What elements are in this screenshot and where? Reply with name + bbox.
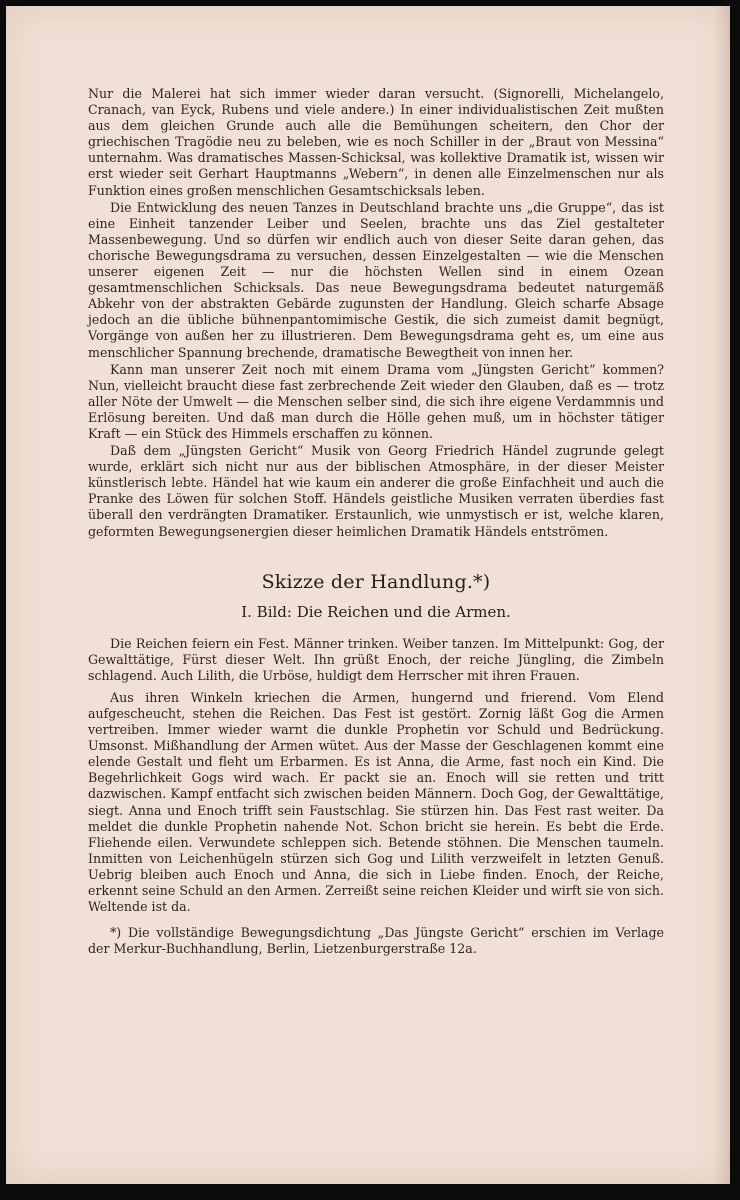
section-subheading: I. Bild: Die Reichen und die Armen. xyxy=(241,602,511,621)
page-edge-shadow xyxy=(714,6,730,1184)
footnote: *) Die vollständige Bewegungsdichtung „Das Jüngste Gericht“ erschien im Verlage der Merkur-Buchhandlung, Berlin, Lietzenburgerstraße 12a. xyxy=(88,925,664,957)
body-paragraph-2: Die Entwicklung des neuen Tanzes in Deutschland brachte uns „die Gruppe“, das ist eine Einheit tanzender Leiber und Seelen, brachte uns das Ziel gestalteter Massenbewegung. Und so dürfen wir endlich auch von dieser Seite daran gehen, das chorische Bewegungsdrama zu versuchen, dessen Einzelgestalten — wie die Menschen unserer eigenen Zeit — nur die höchsten Wellen sind in einem Ozean gesamtmenschlichen Schicksals. Das neue Bewegungsdrama bedeutet naturgemäß Abkehr von der abstrakten Gebärde zugunsten der Handlung. Gleich scharfe Absage jedoch an die übliche bühnenpantomimische Gestik, die sich zumeist damit begnügt, Vorgänge von außen her zu illustrieren. Dem Bewegungsdrama geht es, um eine aus menschlicher Spannung brechende, dramatische Bewegtheit von innen her. xyxy=(88,199,664,360)
body-paragraph-4: Daß dem „Jüngsten Gericht“ Musik von Georg Friedrich Händel zugrunde gelegt wurde, erklärt sich nicht nur aus der biblischen Atmosphäre, in der dieser Meister künstlerisch lebte. Händel hat wie kaum ein anderer die große Einfachheit und auch die Pranke des Löwen für solchen Stoff. Händels geistliche Musiken verraten überdies fast überall den verdrängten Dramatiker. Erstaunlich, wie unmystisch er ist, welche klaren, geformten Bewegungsenergien dieser heimlichen Dramatik Händels entströmen. xyxy=(88,443,664,539)
section-heading: Skizze der Handlung.*) xyxy=(261,570,491,593)
page-content xyxy=(88,86,664,957)
body-paragraph-1: Nur die Malerei hat sich immer wieder daran versucht. (Signorelli, Michelangelo, Cranach, van Eyck, Rubens und viele andere.) In einer individualistischen Zeit mußten aus dem gleichen Grunde auch alle die Bemühungen scheitern, den Chor der griechischen Tragödie neu zu beleben, wie es noch Schiller in der „Braut von Messina“ unternahm. Was dramatisches Massen-Schicksal, was kollektive Dramatik ist, wissen wir erst wieder seit Gerhart Hauptmanns „Webern“, in denen alle Einzelmenschen nur als Funktion eines großen menschlichen Gesamtschicksals leben. xyxy=(88,86,664,198)
plot-paragraph-2: Aus ihren Winkeln kriechen die Armen, hungernd und frierend. Vom Elend aufgescheucht, stehen die Reichen. Das Fest ist gestört. Zornig läßt Gog die Armen vertreiben. Immer wieder warnt die dunkle Prophetin vor Schuld und Bedrückung. Umsonst. Mißhandlung der Armen wütet. Aus der Masse der Geschlagenen kommt eine elende Gestalt und fleht um Erbarmen. Es ist Anna, die Arme, fast noch ein Kind. Die Begehrlichkeit Gogs wird wach. Er packt sie an. Enoch will sie retten und tritt dazwischen. Kampf entfacht sich zwischen beiden Männern. Doch Gog, der Gewalttätige, siegt. Anna und Enoch trifft sein Faustschlag. Sie stürzen hin. Das Fest rast weiter. Da meldet die dunkle Prophetin nahende Not. Schon bricht sie herein. Es bebt die Erde. Fliehende eilen. Verwundete schleppen sich. Betende stöhnen. Die Menschen taumeln. Inmitten von Leichenhügeln stürzen sich Gog und Lilith verzweifelt in letzten Genuß. Uebrig bleiben auch Enoch und Anna, die sich in Liebe finden. Enoch, der Reiche, erkennt seine Schuld an den Armen. Zerreißt seine reichen Kleider und wirft sie von sich. Weltende ist da. xyxy=(88,689,664,915)
plot-paragraph-1: Die Reichen feiern ein Fest. Männer trinken. Weiber tanzen. Im Mittelpunkt: Gog, der Gewalttätige, Fürst dieser Welt. Ihn grüßt Enoch, der reiche Jüngling, die Zimbeln schlagend. Auch Lilith, die Urböse, huldigt dem Herrscher mit ihren Frauen. xyxy=(88,635,664,683)
document-page xyxy=(6,6,730,1184)
body-paragraph-3: Kann man unserer Zeit noch mit einem Drama vom „Jüngsten Gericht“ kommen? Nun, vielleicht braucht diese fast zerbrechende Zeit wieder den Glauben, daß es — trotz aller Nöte der Umwelt — die Menschen selber sind, die sich ihre eigene Verdammnis und Erlösung bereiten. Und daß man durch die Hölle gehen muß, um in höchster tätiger Kraft — ein Stück des Himmels erschaffen zu können. xyxy=(88,361,664,441)
